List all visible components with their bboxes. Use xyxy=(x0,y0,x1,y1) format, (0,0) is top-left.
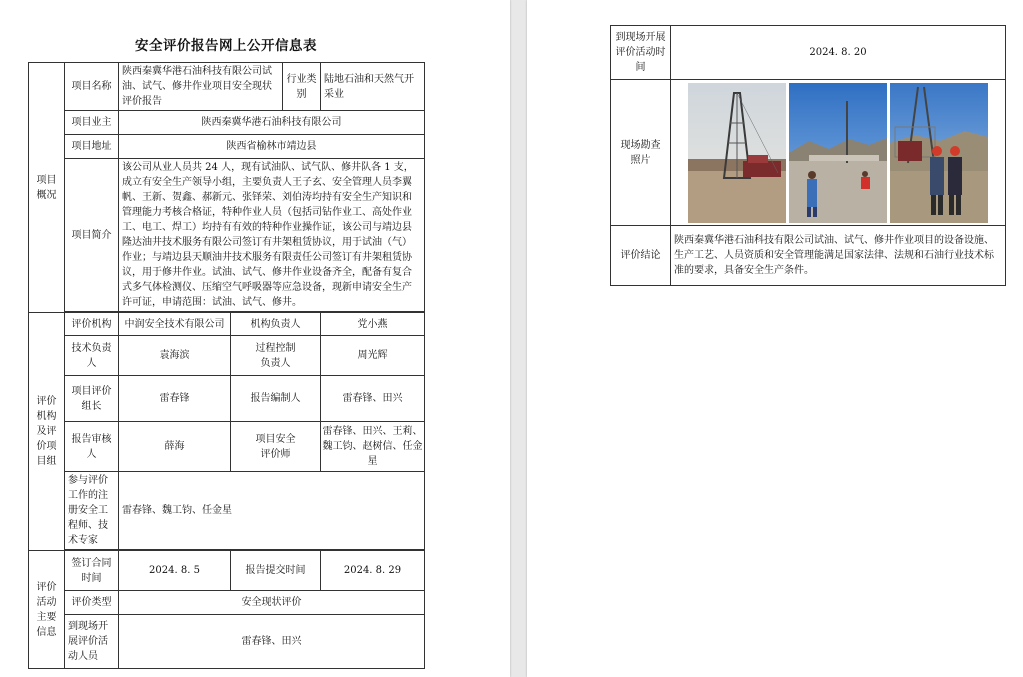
photo-inspectors xyxy=(890,83,988,223)
leader-label: 项目评价 组长 xyxy=(65,376,119,422)
owner-value: 陕西秦冀华港石油科技有限公司 xyxy=(119,111,425,135)
industry-label: 行业类别 xyxy=(283,63,321,111)
conclusion-label: 评价结论 xyxy=(611,226,671,286)
address-value: 陕西省榆林市靖边县 xyxy=(119,135,425,159)
info-table-main xyxy=(28,62,425,669)
document-page-2 xyxy=(527,0,1023,677)
onsite-staff-label: 到现场开展评价活动人员 xyxy=(65,615,119,669)
conclusion-value: 陕西秦冀华港石油科技有限公司试油、试气、修井作业项目的设备设施、生产工艺、人员资质和安全管理能满足国家法律、法规和石油行业技术标准的要求，具备安全生产条件。 xyxy=(671,226,1006,286)
document-page-1 xyxy=(0,0,510,677)
org-head-value: 党小燕 xyxy=(321,313,425,336)
photo-worker-site xyxy=(789,83,887,223)
site-photos-cell xyxy=(671,80,1006,226)
engineers-value: 雷春锋、魏工钧、任金星 xyxy=(119,472,425,550)
contract-time-value: 2024. 8. 5 xyxy=(119,551,231,591)
engineers-label: 参与评价工作的注册安全工程师、技术专家 xyxy=(65,472,119,550)
eval-type-label: 评价类型 xyxy=(65,591,119,615)
info-table-continued xyxy=(610,25,1006,286)
compiler-value: 雷春锋、田兴 xyxy=(321,376,425,422)
site-photos-label: 现场勘查 照片 xyxy=(611,80,671,226)
contract-time-label: 签订合同 时间 xyxy=(65,551,119,591)
intro-label: 项目简介 xyxy=(65,159,119,312)
tech-head-value: 袁海滨 xyxy=(119,336,231,376)
intro-value: 该公司从业人员共 24 人，现有试油队、试气队、修井队各 1 支，成立有安全生产领导小组，主要负责人王子玄、安全管理人员李翼帆、王新、贺鑫、郝新元、张铎荣、刘伯涛均持有安全生产知识和管理能力考核合格证，特种作业人员（包括司钻作业工、高处作业工、电工、焊工）均持有有效的特种作业操作证，该公司与靖边县隆达油井技术服务有限公司签订有井架租赁协议，用于试油（气）作业；与靖边县天顺油井技术服务有限责任公司签订有井架租赁协议，用于修井作业。试油、试气、修井作业设备齐全，配备有复合式多气体检测仪、压缩空气呼吸器等应急设备，现新申请安全生产许可证，申请范围：试油、试气、修井。 xyxy=(119,159,425,312)
photo-drilling-rig xyxy=(688,83,786,223)
onsite-time-label: 到现场开展评价活动时间 xyxy=(611,26,671,80)
project-name-label: 项目名称 xyxy=(65,63,119,111)
submit-time-value: 2024. 8. 29 xyxy=(321,551,425,591)
project-name-value: 陕西秦冀华港石油科技有限公司试油、试气、修井作业项目安全现状评价报告 xyxy=(119,63,283,111)
onsite-staff-value: 雷春锋、田兴 xyxy=(119,615,425,669)
reviewer-value: 薛海 xyxy=(119,422,231,472)
org-head-label: 机构负责人 xyxy=(231,313,321,336)
eval-type-value: 安全现状评价 xyxy=(119,591,425,615)
org-label: 评价机构 xyxy=(65,313,119,336)
process-control-value: 周光辉 xyxy=(321,336,425,376)
process-control-label: 过程控制 负责人 xyxy=(231,336,321,376)
industry-value: 陆地石油和天然气开采业 xyxy=(321,63,425,111)
section-activity-info: 评价活动主要信息 xyxy=(29,551,65,669)
leader-value: 雷春锋 xyxy=(119,376,231,422)
owner-label: 项目业主 xyxy=(65,111,119,135)
document-title: 安全评价报告网上公开信息表 xyxy=(135,38,317,54)
compiler-label: 报告编制人 xyxy=(231,376,321,422)
reviewer-label: 报告审核人 xyxy=(65,422,119,472)
evaluator-label: 项目安全 评价师 xyxy=(231,422,321,472)
section-project-overview xyxy=(29,63,65,313)
evaluator-value: 雷春锋、田兴、王莉、魏工钧、赵树信、任金星 xyxy=(321,422,425,472)
section-project-overview-label: 项目 概况 xyxy=(36,174,57,201)
address-label: 项目地址 xyxy=(65,135,119,159)
tech-head-label: 技术负责人 xyxy=(65,336,119,376)
onsite-time-value: 2024. 8. 20 xyxy=(671,26,1006,80)
org-value: 中润安全技术有限公司 xyxy=(119,313,231,336)
section-evaluation-org: 评价机构及评价项目组 xyxy=(29,313,65,551)
submit-time-label: 报告提交时间 xyxy=(231,551,321,591)
